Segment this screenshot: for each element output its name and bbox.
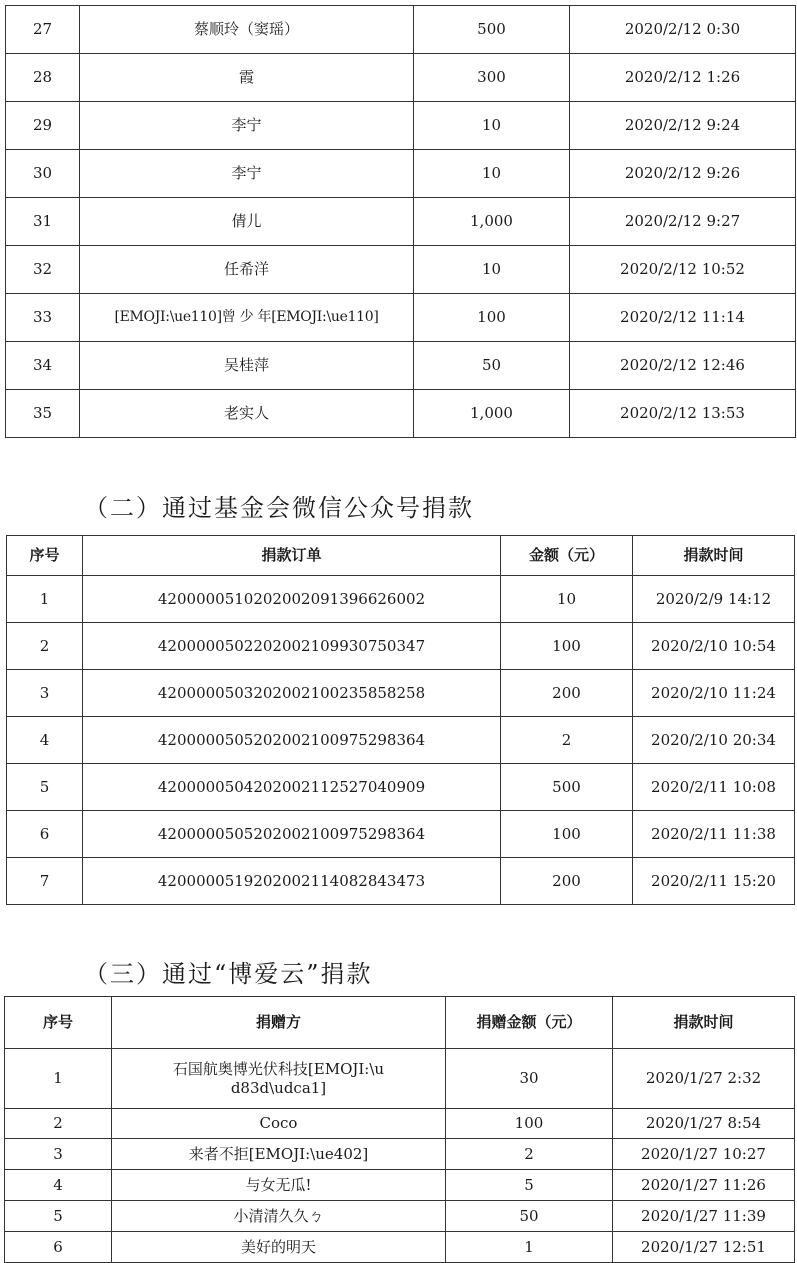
table-row — [7, 576, 795, 623]
donation-amount: 100 — [501, 811, 633, 858]
donor-name: 小清清久久ㄅ — [112, 1201, 446, 1232]
section-heading-wechat: （二）通过基金会微信公众号捐款 — [84, 494, 474, 522]
donation-time: 2020/2/11 15:20 — [633, 858, 795, 905]
table-row — [5, 1109, 795, 1139]
donation-table-continued — [5, 5, 796, 438]
donation-amount: 10 — [414, 150, 570, 198]
donation-time: 2020/1/27 12:51 — [613, 1232, 795, 1263]
order-id: 4200000502202002109930750347 — [83, 623, 501, 670]
order-id: 4200000519202002114082843473 — [83, 858, 501, 905]
donation-amount: 1,000 — [414, 198, 570, 246]
donation-amount: 2 — [446, 1139, 613, 1170]
table-row — [6, 390, 796, 438]
donor-name: Coco — [112, 1109, 446, 1139]
table-row — [6, 6, 796, 54]
table-row — [7, 623, 795, 670]
donation-time: 2020/2/12 0:30 — [570, 6, 796, 54]
donor-name: 蔡顺玲（窦瑶） — [80, 6, 414, 54]
donation-amount: 30 — [446, 1049, 613, 1109]
donor-name: 石国航奥博光伏科技[EMOJI:\ud83d\udca1] — [112, 1049, 446, 1109]
col-header-number: 序号 — [5, 997, 112, 1049]
table-row — [6, 198, 796, 246]
wechat-donation-table — [6, 535, 795, 905]
donation-time: 2020/2/12 9:27 — [570, 198, 796, 246]
donation-amount: 50 — [414, 342, 570, 390]
donor-name: 来者不拒[EMOJI:\ue402] — [112, 1139, 446, 1170]
donation-amount: 200 — [501, 670, 633, 717]
donor-name: 倩儿 — [80, 198, 414, 246]
donation-time: 2020/2/12 1:26 — [570, 54, 796, 102]
donor-name: 老实人 — [80, 390, 414, 438]
row-number: 4 — [5, 1170, 112, 1201]
table-row — [5, 1201, 795, 1232]
donation-time: 2020/1/27 2:32 — [613, 1049, 795, 1109]
donation-time: 2020/1/27 11:39 — [613, 1201, 795, 1232]
donation-amount: 300 — [414, 54, 570, 102]
donation-amount: 100 — [414, 294, 570, 342]
row-number: 35 — [6, 390, 80, 438]
donation-time: 2020/2/10 20:34 — [633, 717, 795, 764]
row-number: 7 — [7, 858, 83, 905]
table-row — [7, 670, 795, 717]
table-row — [7, 858, 795, 905]
col-header-amount: 捐赠金额（元） — [446, 997, 613, 1049]
donation-amount: 10 — [414, 102, 570, 150]
boaiyun-donation-table — [4, 996, 795, 1263]
donation-time: 2020/2/12 9:24 — [570, 102, 796, 150]
order-id: 4200000504202002112527040909 — [83, 764, 501, 811]
table-row — [6, 246, 796, 294]
donation-time: 2020/2/12 10:52 — [570, 246, 796, 294]
donation-amount: 1 — [446, 1232, 613, 1263]
donation-time: 2020/2/11 10:08 — [633, 764, 795, 811]
table-row — [7, 764, 795, 811]
donation-amount: 1,000 — [414, 390, 570, 438]
donation-time: 2020/1/27 8:54 — [613, 1109, 795, 1139]
row-number: 33 — [6, 294, 80, 342]
donation-time: 2020/2/12 13:53 — [570, 390, 796, 438]
donor-name: 李宁 — [80, 150, 414, 198]
donation-amount: 2 — [501, 717, 633, 764]
donation-amount: 10 — [414, 246, 570, 294]
row-number: 2 — [7, 623, 83, 670]
donor-name: 美好的明天 — [112, 1232, 446, 1263]
donation-amount: 500 — [414, 6, 570, 54]
col-header-number: 序号 — [7, 536, 83, 576]
donation-time: 2020/2/12 11:14 — [570, 294, 796, 342]
donation-amount: 100 — [446, 1109, 613, 1139]
row-number: 30 — [6, 150, 80, 198]
row-number: 34 — [6, 342, 80, 390]
donation-amount: 100 — [501, 623, 633, 670]
donation-time: 2020/2/10 10:54 — [633, 623, 795, 670]
donor-name: 与女无瓜! — [112, 1170, 446, 1201]
donation-amount: 50 — [446, 1201, 613, 1232]
donation-time: 2020/2/11 11:38 — [633, 811, 795, 858]
donor-name: 李宁 — [80, 102, 414, 150]
col-header-time: 捐款时间 — [613, 997, 795, 1049]
row-number: 6 — [5, 1232, 112, 1263]
table-header-row — [5, 997, 795, 1049]
row-number: 3 — [5, 1139, 112, 1170]
row-number: 29 — [6, 102, 80, 150]
row-number: 3 — [7, 670, 83, 717]
donor-name: 吴桂萍 — [80, 342, 414, 390]
col-header-amount: 金额（元） — [501, 536, 633, 576]
donation-time: 2020/2/12 12:46 — [570, 342, 796, 390]
donor-name: 任希洋 — [80, 246, 414, 294]
table-row — [7, 717, 795, 764]
table-row — [6, 342, 796, 390]
table-row — [5, 1049, 795, 1109]
row-number: 1 — [7, 576, 83, 623]
order-id: 4200000503202002100235858258 — [83, 670, 501, 717]
row-number: 6 — [7, 811, 83, 858]
donation-amount: 5 — [446, 1170, 613, 1201]
table-header-row — [7, 536, 795, 576]
table-row — [5, 1232, 795, 1263]
donor-name: 霞 — [80, 54, 414, 102]
row-number: 5 — [7, 764, 83, 811]
table-row — [6, 150, 796, 198]
table-row — [5, 1139, 795, 1170]
order-id: 4200000510202002091396626002 — [83, 576, 501, 623]
donation-amount: 500 — [501, 764, 633, 811]
table-row — [5, 1170, 795, 1201]
table-row — [6, 54, 796, 102]
donation-amount: 200 — [501, 858, 633, 905]
table-row — [7, 811, 795, 858]
section-heading-boaiyun: （三）通过“博爱云”捐款 — [84, 960, 373, 988]
table-row — [6, 294, 796, 342]
row-number: 28 — [6, 54, 80, 102]
col-header-donor: 捐赠方 — [112, 997, 446, 1049]
donation-time: 2020/2/9 14:12 — [633, 576, 795, 623]
donation-time: 2020/1/27 11:26 — [613, 1170, 795, 1201]
donation-time: 2020/1/27 10:27 — [613, 1139, 795, 1170]
donation-amount: 10 — [501, 576, 633, 623]
row-number: 32 — [6, 246, 80, 294]
col-header-time: 捐款时间 — [633, 536, 795, 576]
row-number: 4 — [7, 717, 83, 764]
row-number: 5 — [5, 1201, 112, 1232]
donation-time: 2020/2/10 11:24 — [633, 670, 795, 717]
col-header-order: 捐款订单 — [83, 536, 501, 576]
order-id: 4200000505202002100975298364 — [83, 811, 501, 858]
row-number: 1 — [5, 1049, 112, 1109]
row-number: 2 — [5, 1109, 112, 1139]
row-number: 27 — [6, 6, 80, 54]
donor-name: [EMOJI:\ue110]曾 少 年[EMOJI:\ue110] — [80, 294, 414, 342]
row-number: 31 — [6, 198, 80, 246]
order-id: 4200000505202002100975298364 — [83, 717, 501, 764]
table-row — [6, 102, 796, 150]
donation-time: 2020/2/12 9:26 — [570, 150, 796, 198]
